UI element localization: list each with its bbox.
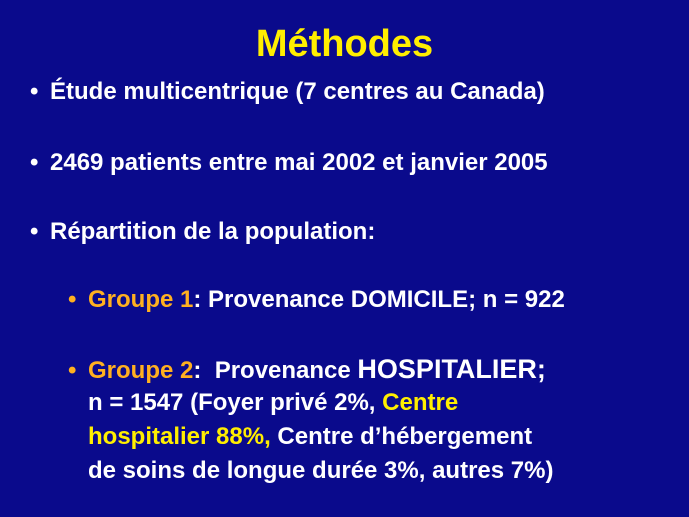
- bullet-study: [30, 77, 545, 107]
- slide-title: Méthodes: [255, 23, 434, 65]
- bullet-text: 2469 patients entre mai 2002 et janvier 2005: [50, 149, 548, 176]
- group-2-line-3-highlight: hospitalier 88%,: [88, 423, 271, 450]
- bullet-dot: •: [30, 78, 39, 105]
- group-2-line-3: [88, 421, 532, 453]
- bullet-patients: [30, 148, 548, 178]
- group-1-label: Groupe 1: [88, 286, 194, 313]
- group-1-text: : Provenance DOMICILE; n = 922: [193, 286, 565, 313]
- bullet-text: Étude multicentrique (7 centres au Canada): [50, 78, 545, 105]
- group-1-item: [68, 284, 565, 316]
- bullet-repartition: [30, 217, 375, 247]
- group-2-hospitalier: HOSPITALIER;: [357, 354, 546, 384]
- group-2-line-2: [88, 387, 458, 419]
- group-2-text: : Provenance: [193, 357, 358, 384]
- bullet-dot: •: [30, 218, 39, 245]
- bullet-dot: •: [68, 357, 77, 384]
- group-2-line-2-highlight: Centre: [382, 389, 459, 416]
- group-2-line-4: [88, 455, 553, 487]
- group-2-label: Groupe 2: [88, 357, 194, 384]
- group-2-item: [68, 353, 546, 387]
- group-2-line-3-text: Centre d’hébergement: [270, 423, 533, 450]
- group-2-line-4-text: de soins de longue durée 3%, autres 7%): [88, 457, 554, 484]
- group-2-line-2-text: n = 1547 (Foyer privé 2%,: [88, 389, 383, 416]
- bullet-dot: •: [30, 149, 39, 176]
- bullet-dot: •: [68, 286, 77, 313]
- bullet-text: Répartition de la population:: [50, 218, 376, 245]
